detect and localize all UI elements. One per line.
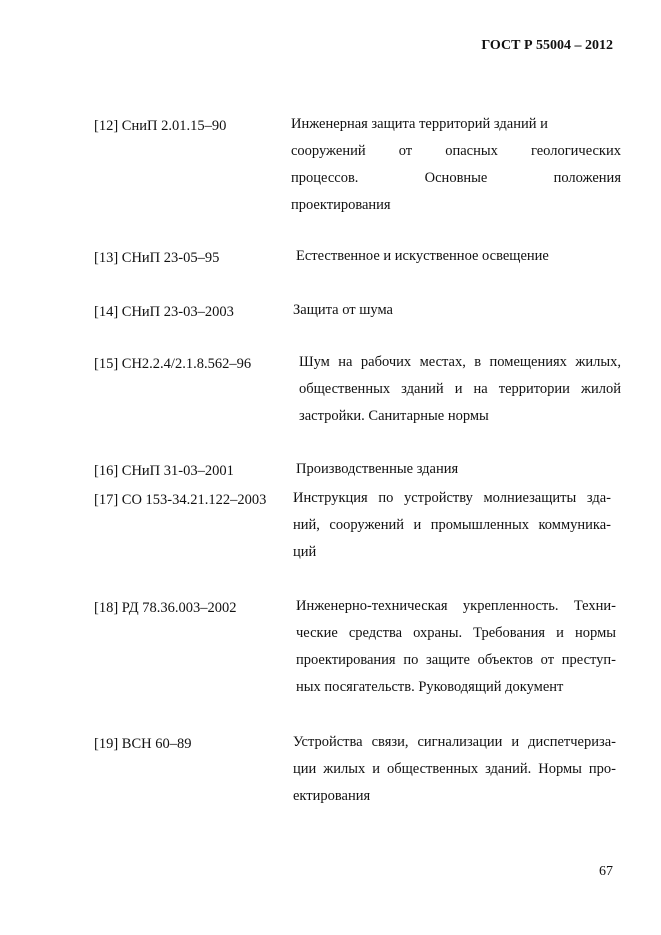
reference-code: [19] ВСН 60–89: [94, 736, 192, 752]
reference-title-line: ции жилых и общественных зданий. Нормы про-: [293, 761, 616, 777]
reference-title-line: Устройства связи, сигнализации и диспетчериза-: [293, 734, 616, 750]
reference-title-line: ний, сооружений и промышленных коммуника-: [293, 517, 611, 533]
reference-title: [296, 456, 621, 483]
reference-title-line: процессов. Основные положения: [291, 170, 621, 186]
reference-title: [293, 729, 616, 810]
reference-code: [15] СН2.2.4/2.1.8.562–96: [94, 356, 252, 372]
reference-code: [17] СО 153-34.21.122–2003: [94, 492, 267, 508]
reference-title-line: проектирования по защите объектов от преступ-: [296, 652, 616, 668]
reference-title-line: Производственные здания: [296, 461, 459, 477]
reference-title: [296, 593, 616, 701]
reference-title: [296, 243, 621, 270]
document-header: ГОСТ Р 55004 – 2012: [481, 38, 613, 53]
reference-title: [293, 297, 621, 324]
reference-title-line: ческие средства охраны. Требования и нормы: [296, 625, 616, 641]
reference-title-line: ектирования: [293, 788, 371, 804]
reference-title-line: Инструкция по устройству молниезащиты зда-: [293, 490, 611, 506]
reference-title-line: сооружений от опасных геологических: [291, 143, 621, 159]
reference-title: [299, 349, 621, 430]
reference-title-line: ных посягательств. Руководящий документ: [296, 679, 564, 695]
reference-title-line: Инженерно-техническая укрепленность. Техни-: [296, 598, 616, 614]
reference-title-line: ций: [293, 544, 317, 560]
reference-code: [18] РД 78.36.003–2002: [94, 600, 237, 616]
reference-title: [293, 485, 611, 566]
reference-code: [12] СниП 2.01.15–90: [94, 118, 227, 134]
reference-title-line: Защита от шума: [293, 302, 393, 318]
reference-title-line: Естественное и искуственное освещение: [296, 248, 549, 264]
reference-code: [14] СНиП 23-03–2003: [94, 304, 234, 320]
reference-title-line: проектирования: [291, 197, 391, 213]
reference-title-line: застройки. Санитарные нормы: [299, 408, 489, 424]
reference-title: [291, 111, 621, 219]
reference-title-line: Инженерная защита территорий зданий и: [291, 116, 548, 132]
reference-title-line: Шум на рабочих местах, в помещениях жилых,: [299, 354, 621, 370]
reference-code: [16] СНиП 31-03–2001: [94, 463, 234, 479]
reference-code: [13] СНиП 23-05–95: [94, 250, 220, 266]
reference-title-line: общественных зданий и на территории жилой: [299, 381, 621, 397]
page-number: 67: [599, 864, 613, 879]
